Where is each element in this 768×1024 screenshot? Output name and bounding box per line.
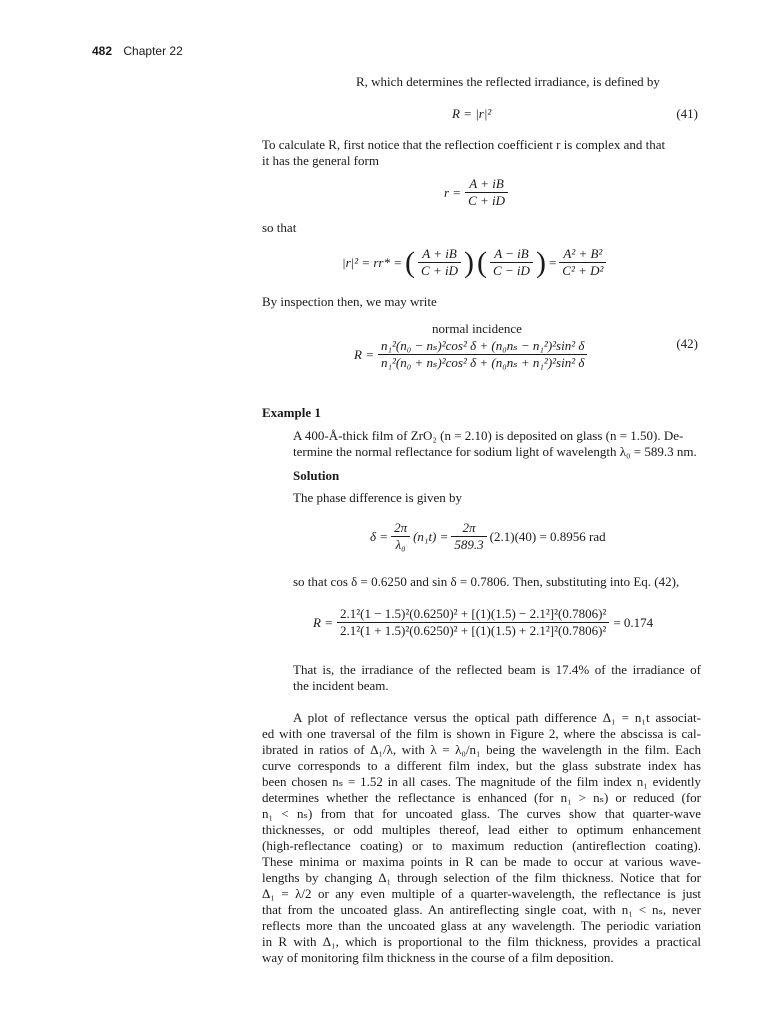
paragraph-line: ibrated in ratios of Δ₁/λ, with λ = λ₀/n₁ being the wavelength in the film. Each (262, 742, 701, 757)
equation-R-numeric (313, 606, 653, 639)
text-line: R, which determines the reflected irradiance, is defined by (356, 74, 660, 89)
text-line: so that cos δ = 0.6250 and sin δ = 0.7806. Then, substituting into Eq. (42), (293, 574, 680, 589)
paragraph-line: way of monitoring film thickness in the course of a film deposition. (262, 950, 614, 965)
fraction (418, 246, 461, 279)
numerator: A − iB (490, 246, 533, 263)
text-line: That is, the irradiance of the reflected beam is 17.4% of the irradiance of (293, 662, 701, 677)
text-line: termine the normal reflectance for sodium light of wavelength λ₀ = 589.3 nm. (293, 444, 697, 459)
denominator: 589.3 (454, 537, 484, 552)
paragraph-line: ed with one traversal of the film is shown in Figure 2, where the abscissa is cal- (262, 726, 701, 741)
fraction (337, 606, 609, 639)
paragraph-line: (high-reflectance coating) or to maximum reduction (antireflection coating). (262, 838, 701, 853)
paragraph-line: n₁ < nₛ) from that for uncoated glass. The curves show that quarter-wave (262, 806, 701, 821)
paragraph-line: These minima or maxima points in R can be made to occur at various wave- (262, 854, 701, 869)
numerator: A² + B² (559, 246, 606, 263)
fraction (490, 246, 533, 279)
chapter-title: Chapter 22 (123, 44, 183, 58)
denominator: C + iD (421, 263, 458, 278)
text-line: so that (262, 220, 297, 235)
numerator: 2.1²(1 − 1.5)²(0.6250)² + [(1)(1.5) − 2.1²]²(0.7806)² (337, 606, 609, 623)
paren-close: ) (535, 245, 546, 279)
paragraph-line: determines whether the reflectance is enhanced (for n₁ > nₛ) or reduced (for (262, 790, 701, 805)
paren-close: ) (463, 245, 474, 279)
paragraph-line: in R with Δ₁, which is proportional to the film thickness, provides a practical (262, 934, 701, 949)
paragraph-line: lengths by changing Δ₁ through selection of the film thickness. Notice that for (262, 870, 701, 885)
equation-42 (354, 338, 587, 371)
text-line: the incident beam. (293, 678, 389, 693)
numerator: A + iB (465, 176, 508, 193)
text-line: The phase difference is given by (293, 490, 463, 505)
fraction (391, 520, 410, 553)
example-title: Example 1 (262, 405, 321, 420)
text-line: To calculate R, first notice that the reflection coefficient r is complex and that (262, 137, 666, 152)
equation-result: = 0.174 (613, 614, 654, 630)
numerator: A + iB (418, 246, 461, 263)
text-line: it has the general form (262, 153, 379, 168)
paren-open: ( (476, 245, 487, 279)
equation-lhs: r = (444, 184, 462, 200)
equation-number-41: (41) (676, 106, 698, 121)
denominator: n₁²(n₀ + nₛ)²cos² δ + (n₀nₛ + n₁²)²sin² δ (380, 355, 585, 370)
normal-incidence-label: normal incidence (432, 321, 522, 336)
paragraph-line: A plot of reflectance versus the optical path difference Δ₁ = n₁t associat- (293, 710, 701, 725)
paren-open: ( (405, 245, 416, 279)
equation-lhs: |r|² = rr* = (342, 254, 403, 270)
body-paragraph (262, 710, 701, 966)
paragraph-line: Δ₁ = λ/2 or any even multiple of a quarter-wavelength, the reflectance is just (262, 886, 701, 901)
equation-r (444, 176, 508, 209)
denominator: C² + D² (562, 263, 604, 278)
equation-middle: (n₁t) = (413, 528, 449, 544)
paragraph-line: been chosen nₛ = 1.52 in all cases. The magnitude of the film index n₁ evidently (262, 774, 701, 789)
equation-lhs: δ = (370, 528, 389, 544)
fraction (451, 520, 486, 553)
numerator: 2π (451, 520, 486, 537)
paragraph-line: reflects more than the uncoated glass at any wavelength. The periodic variation (262, 918, 701, 933)
equation-41: R = |r|² (452, 106, 492, 121)
fraction (378, 338, 587, 371)
paragraph-line: that from the uncoated glass. An antireflecting single coat, with n₁ < nₛ, never (262, 902, 701, 917)
page-number: 482 (92, 44, 113, 58)
page-header (92, 43, 183, 59)
denominator: C − iD (492, 263, 530, 278)
denominator: λ₀ (395, 537, 406, 552)
equation-number-42: (42) (676, 336, 698, 351)
fraction (559, 246, 606, 279)
equals-sign: = (548, 254, 557, 270)
paragraph-line: curve corresponds to a different film index, but the glass substrate index has (262, 758, 701, 773)
equation-modulus (342, 246, 606, 279)
equation-lhs: R = (354, 346, 374, 362)
equation-delta (370, 520, 606, 553)
text-line: A 400-Å-thick film of ZrO₂ (n = 2.10) is deposited on glass (n = 1.50). De- (293, 428, 684, 443)
denominator: 2.1²(1 + 1.5)²(0.6250)² + [(1)(1.5) + 2.1²]²(0.7806)² (339, 623, 607, 638)
equation-lhs: R = (313, 614, 333, 630)
paragraph-line: thicknesses, or odd multiples thereof, lead either to optimum enhancement (262, 822, 701, 837)
equation-result: (2.1)(40) = 0.8956 rad (489, 528, 606, 544)
solution-title: Solution (293, 468, 340, 483)
fraction (465, 176, 508, 209)
numerator: 2π (391, 520, 410, 537)
denominator: C + iD (468, 193, 506, 208)
text-line: By inspection then, we may write (262, 294, 437, 309)
numerator: n₁²(n₀ − nₛ)²cos² δ + (n₀nₛ − n₁²)²sin² δ (378, 338, 587, 355)
